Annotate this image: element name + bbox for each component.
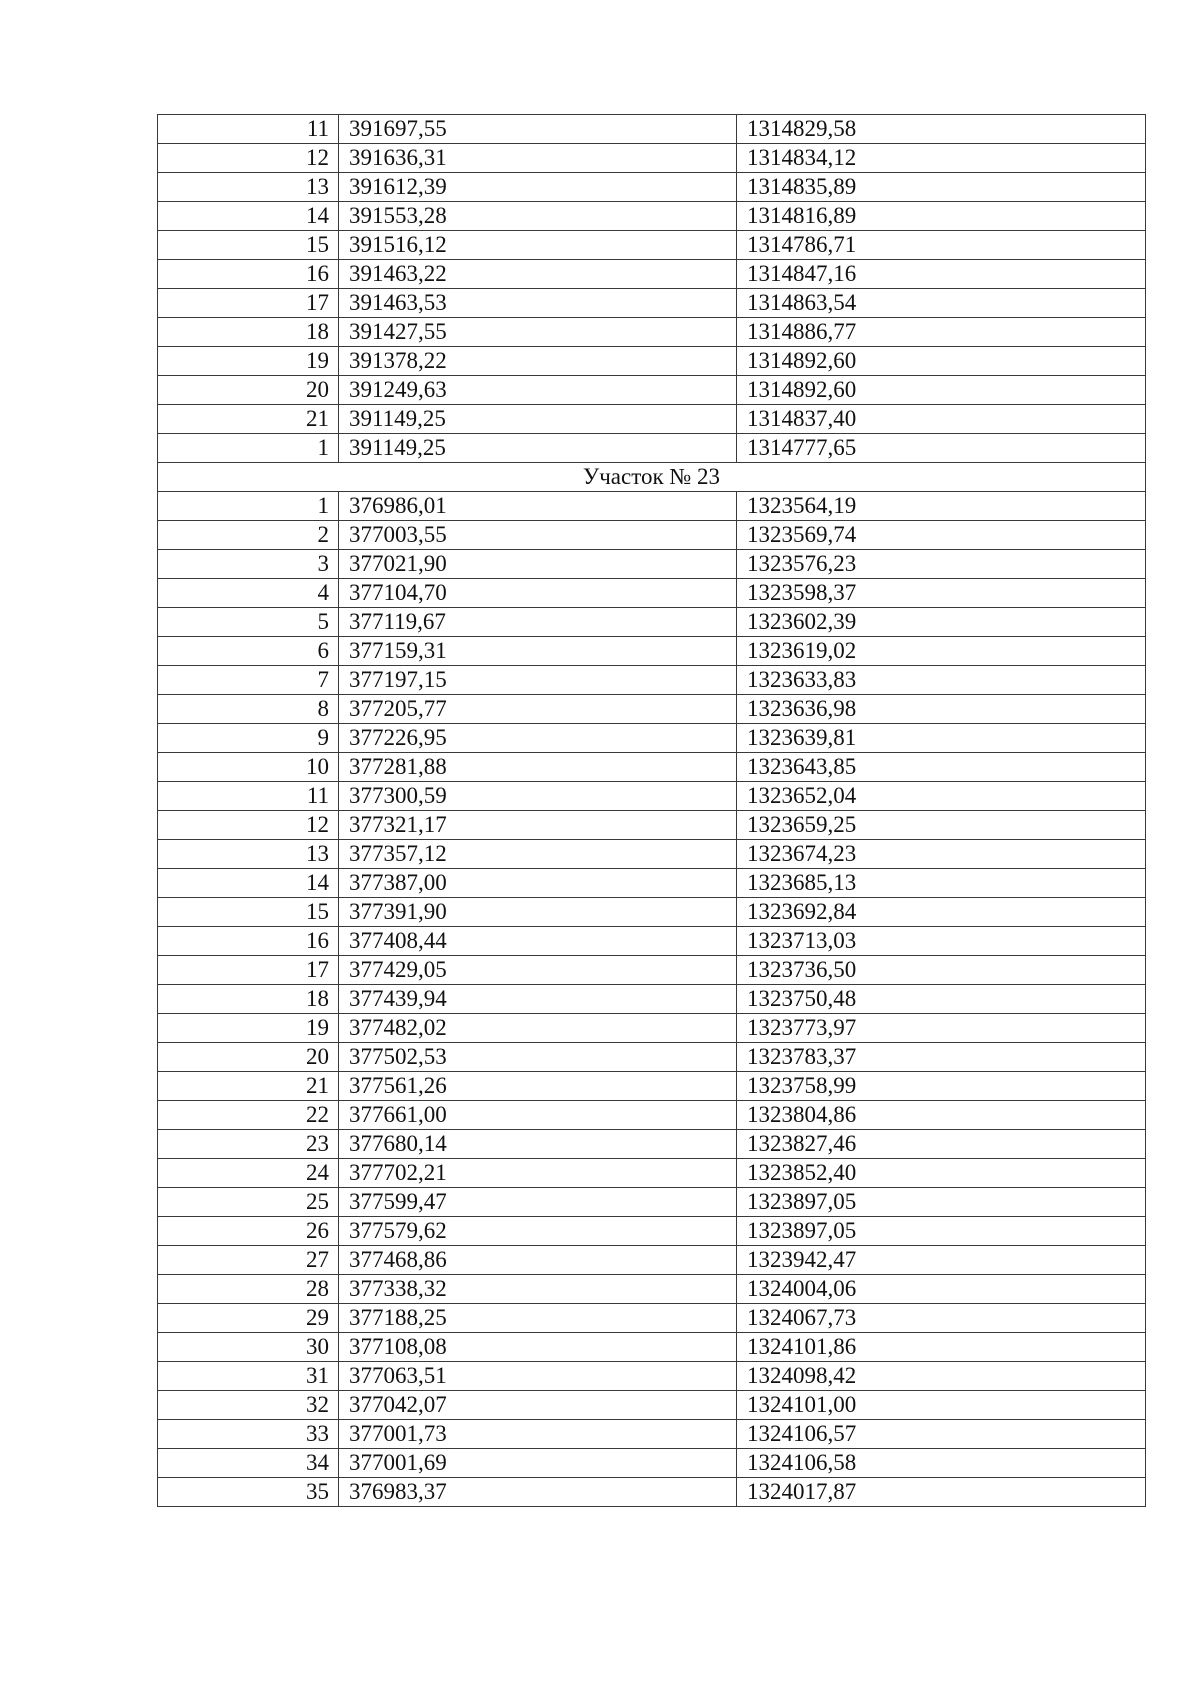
point-number-cell: 2 <box>158 521 339 550</box>
table-row <box>158 202 1146 231</box>
y-coordinate-cell: 1323758,99 <box>737 1072 1146 1101</box>
x-coordinate-cell: 377502,53 <box>339 1043 737 1072</box>
x-coordinate-cell: 391697,55 <box>339 115 737 144</box>
table-row <box>158 1304 1146 1333</box>
y-coordinate-cell: 1314835,89 <box>737 173 1146 202</box>
y-coordinate-cell: 1323602,39 <box>737 608 1146 637</box>
point-number-cell: 30 <box>158 1333 339 1362</box>
x-coordinate-cell: 377702,21 <box>339 1159 737 1188</box>
x-coordinate-cell: 377042,07 <box>339 1391 737 1420</box>
y-coordinate-cell: 1324017,87 <box>737 1478 1146 1507</box>
point-number-cell: 20 <box>158 376 339 405</box>
x-coordinate-cell: 377281,88 <box>339 753 737 782</box>
table-row <box>158 115 1146 144</box>
table-row <box>158 1159 1146 1188</box>
y-coordinate-cell: 1323897,05 <box>737 1188 1146 1217</box>
y-coordinate-cell: 1323750,48 <box>737 985 1146 1014</box>
section-heading-row <box>158 463 1146 492</box>
y-coordinate-cell: 1323643,85 <box>737 753 1146 782</box>
y-coordinate-cell: 1314847,16 <box>737 260 1146 289</box>
table-row <box>158 231 1146 260</box>
x-coordinate-cell: 377001,69 <box>339 1449 737 1478</box>
y-coordinate-cell: 1323598,37 <box>737 579 1146 608</box>
point-number-cell: 15 <box>158 231 339 260</box>
x-coordinate-cell: 377468,86 <box>339 1246 737 1275</box>
y-coordinate-cell: 1323685,13 <box>737 869 1146 898</box>
table-row <box>158 1246 1146 1275</box>
x-coordinate-cell: 391516,12 <box>339 231 737 260</box>
y-coordinate-cell: 1314837,40 <box>737 405 1146 434</box>
y-coordinate-cell: 1324004,06 <box>737 1275 1146 1304</box>
point-number-cell: 16 <box>158 927 339 956</box>
x-coordinate-cell: 391149,25 <box>339 405 737 434</box>
table-row <box>158 173 1146 202</box>
y-coordinate-cell: 1314786,71 <box>737 231 1146 260</box>
x-coordinate-cell: 377680,14 <box>339 1130 737 1159</box>
point-number-cell: 21 <box>158 1072 339 1101</box>
y-coordinate-cell: 1323659,25 <box>737 811 1146 840</box>
point-number-cell: 20 <box>158 1043 339 1072</box>
table-row <box>158 579 1146 608</box>
table-row <box>158 1101 1146 1130</box>
x-coordinate-cell: 377338,32 <box>339 1275 737 1304</box>
y-coordinate-cell: 1314863,54 <box>737 289 1146 318</box>
y-coordinate-cell: 1323619,02 <box>737 637 1146 666</box>
x-coordinate-cell: 377108,08 <box>339 1333 737 1362</box>
y-coordinate-cell: 1314777,65 <box>737 434 1146 463</box>
point-number-cell: 22 <box>158 1101 339 1130</box>
point-number-cell: 18 <box>158 318 339 347</box>
y-coordinate-cell: 1323636,98 <box>737 695 1146 724</box>
table-row <box>158 753 1146 782</box>
table-row <box>158 550 1146 579</box>
point-number-cell: 27 <box>158 1246 339 1275</box>
x-coordinate-cell: 377661,00 <box>339 1101 737 1130</box>
point-number-cell: 31 <box>158 1362 339 1391</box>
point-number-cell: 33 <box>158 1420 339 1449</box>
x-coordinate-cell: 377119,67 <box>339 608 737 637</box>
x-coordinate-cell: 377300,59 <box>339 782 737 811</box>
y-coordinate-cell: 1323773,97 <box>737 1014 1146 1043</box>
point-number-cell: 5 <box>158 608 339 637</box>
coordinates-table-body <box>158 115 1146 1507</box>
point-number-cell: 18 <box>158 985 339 1014</box>
y-coordinate-cell: 1323713,03 <box>737 927 1146 956</box>
point-number-cell: 13 <box>158 173 339 202</box>
table-row <box>158 347 1146 376</box>
x-coordinate-cell: 391463,53 <box>339 289 737 318</box>
table-row <box>158 144 1146 173</box>
point-number-cell: 17 <box>158 289 339 318</box>
y-coordinate-cell: 1323576,23 <box>737 550 1146 579</box>
x-coordinate-cell: 377197,15 <box>339 666 737 695</box>
point-number-cell: 17 <box>158 956 339 985</box>
table-row <box>158 1072 1146 1101</box>
y-coordinate-cell: 1314829,58 <box>737 115 1146 144</box>
y-coordinate-cell: 1323569,74 <box>737 521 1146 550</box>
table-row <box>158 1362 1146 1391</box>
x-coordinate-cell: 391553,28 <box>339 202 737 231</box>
point-number-cell: 19 <box>158 347 339 376</box>
x-coordinate-cell: 377226,95 <box>339 724 737 753</box>
y-coordinate-cell: 1314892,60 <box>737 376 1146 405</box>
point-number-cell: 7 <box>158 666 339 695</box>
table-row <box>158 1478 1146 1507</box>
x-coordinate-cell: 391149,25 <box>339 434 737 463</box>
x-coordinate-cell: 391636,31 <box>339 144 737 173</box>
point-number-cell: 12 <box>158 144 339 173</box>
table-row <box>158 1014 1146 1043</box>
table-row <box>158 695 1146 724</box>
table-row <box>158 637 1146 666</box>
point-number-cell: 11 <box>158 115 339 144</box>
table-row <box>158 608 1146 637</box>
x-coordinate-cell: 377482,02 <box>339 1014 737 1043</box>
x-coordinate-cell: 377408,44 <box>339 927 737 956</box>
y-coordinate-cell: 1314886,77 <box>737 318 1146 347</box>
x-coordinate-cell: 377159,31 <box>339 637 737 666</box>
x-coordinate-cell: 377391,90 <box>339 898 737 927</box>
x-coordinate-cell: 391249,63 <box>339 376 737 405</box>
point-number-cell: 14 <box>158 869 339 898</box>
x-coordinate-cell: 377205,77 <box>339 695 737 724</box>
point-number-cell: 32 <box>158 1391 339 1420</box>
table-row <box>158 1275 1146 1304</box>
x-coordinate-cell: 377439,94 <box>339 985 737 1014</box>
y-coordinate-cell: 1323639,81 <box>737 724 1146 753</box>
table-row <box>158 840 1146 869</box>
point-number-cell: 23 <box>158 1130 339 1159</box>
point-number-cell: 10 <box>158 753 339 782</box>
point-number-cell: 12 <box>158 811 339 840</box>
table-row <box>158 521 1146 550</box>
point-number-cell: 16 <box>158 260 339 289</box>
table-row <box>158 1420 1146 1449</box>
table-row <box>158 1391 1146 1420</box>
point-number-cell: 1 <box>158 492 339 521</box>
table-row <box>158 869 1146 898</box>
point-number-cell: 11 <box>158 782 339 811</box>
y-coordinate-cell: 1314892,60 <box>737 347 1146 376</box>
x-coordinate-cell: 377429,05 <box>339 956 737 985</box>
point-number-cell: 14 <box>158 202 339 231</box>
table-row <box>158 260 1146 289</box>
y-coordinate-cell: 1323633,83 <box>737 666 1146 695</box>
y-coordinate-cell: 1323804,86 <box>737 1101 1146 1130</box>
y-coordinate-cell: 1323692,84 <box>737 898 1146 927</box>
y-coordinate-cell: 1324106,57 <box>737 1420 1146 1449</box>
table-row <box>158 1217 1146 1246</box>
point-number-cell: 19 <box>158 1014 339 1043</box>
y-coordinate-cell: 1314834,12 <box>737 144 1146 173</box>
x-coordinate-cell: 391427,55 <box>339 318 737 347</box>
x-coordinate-cell: 377599,47 <box>339 1188 737 1217</box>
y-coordinate-cell: 1323652,04 <box>737 782 1146 811</box>
point-number-cell: 21 <box>158 405 339 434</box>
table-row <box>158 1043 1146 1072</box>
y-coordinate-cell: 1323674,23 <box>737 840 1146 869</box>
y-coordinate-cell: 1323564,19 <box>737 492 1146 521</box>
y-coordinate-cell: 1323852,40 <box>737 1159 1146 1188</box>
y-coordinate-cell: 1323736,50 <box>737 956 1146 985</box>
x-coordinate-cell: 391612,39 <box>339 173 737 202</box>
x-coordinate-cell: 377063,51 <box>339 1362 737 1391</box>
y-coordinate-cell: 1323897,05 <box>737 1217 1146 1246</box>
table-row <box>158 376 1146 405</box>
x-coordinate-cell: 391463,22 <box>339 260 737 289</box>
x-coordinate-cell: 377357,12 <box>339 840 737 869</box>
table-row <box>158 1188 1146 1217</box>
table-row <box>158 434 1146 463</box>
y-coordinate-cell: 1324098,42 <box>737 1362 1146 1391</box>
x-coordinate-cell: 377003,55 <box>339 521 737 550</box>
point-number-cell: 9 <box>158 724 339 753</box>
x-coordinate-cell: 391378,22 <box>339 347 737 376</box>
y-coordinate-cell: 1324106,58 <box>737 1449 1146 1478</box>
x-coordinate-cell: 376983,37 <box>339 1478 737 1507</box>
table-row <box>158 782 1146 811</box>
point-number-cell: 29 <box>158 1304 339 1333</box>
table-row <box>158 898 1146 927</box>
x-coordinate-cell: 376986,01 <box>339 492 737 521</box>
table-row <box>158 666 1146 695</box>
x-coordinate-cell: 377104,70 <box>339 579 737 608</box>
table-row <box>158 492 1146 521</box>
point-number-cell: 13 <box>158 840 339 869</box>
x-coordinate-cell: 377387,00 <box>339 869 737 898</box>
table-row <box>158 724 1146 753</box>
point-number-cell: 26 <box>158 1217 339 1246</box>
point-number-cell: 34 <box>158 1449 339 1478</box>
table-row <box>158 289 1146 318</box>
y-coordinate-cell: 1324067,73 <box>737 1304 1146 1333</box>
point-number-cell: 35 <box>158 1478 339 1507</box>
point-number-cell: 3 <box>158 550 339 579</box>
point-number-cell: 4 <box>158 579 339 608</box>
x-coordinate-cell: 377561,26 <box>339 1072 737 1101</box>
point-number-cell: 8 <box>158 695 339 724</box>
x-coordinate-cell: 377321,17 <box>339 811 737 840</box>
table-row <box>158 811 1146 840</box>
section-heading: Участок № 23 <box>158 463 1146 492</box>
point-number-cell: 24 <box>158 1159 339 1188</box>
x-coordinate-cell: 377579,62 <box>339 1217 737 1246</box>
table-row <box>158 1130 1146 1159</box>
point-number-cell: 25 <box>158 1188 339 1217</box>
table-row <box>158 985 1146 1014</box>
coordinates-table <box>157 114 1146 1507</box>
y-coordinate-cell: 1324101,86 <box>737 1333 1146 1362</box>
point-number-cell: 15 <box>158 898 339 927</box>
point-number-cell: 1 <box>158 434 339 463</box>
y-coordinate-cell: 1323783,37 <box>737 1043 1146 1072</box>
table-row <box>158 1449 1146 1478</box>
point-number-cell: 6 <box>158 637 339 666</box>
x-coordinate-cell: 377188,25 <box>339 1304 737 1333</box>
table-row <box>158 956 1146 985</box>
table-row <box>158 318 1146 347</box>
point-number-cell: 28 <box>158 1275 339 1304</box>
table-row <box>158 927 1146 956</box>
y-coordinate-cell: 1323827,46 <box>737 1130 1146 1159</box>
table-row <box>158 1333 1146 1362</box>
y-coordinate-cell: 1314816,89 <box>737 202 1146 231</box>
y-coordinate-cell: 1323942,47 <box>737 1246 1146 1275</box>
x-coordinate-cell: 377001,73 <box>339 1420 737 1449</box>
y-coordinate-cell: 1324101,00 <box>737 1391 1146 1420</box>
table-row <box>158 405 1146 434</box>
x-coordinate-cell: 377021,90 <box>339 550 737 579</box>
